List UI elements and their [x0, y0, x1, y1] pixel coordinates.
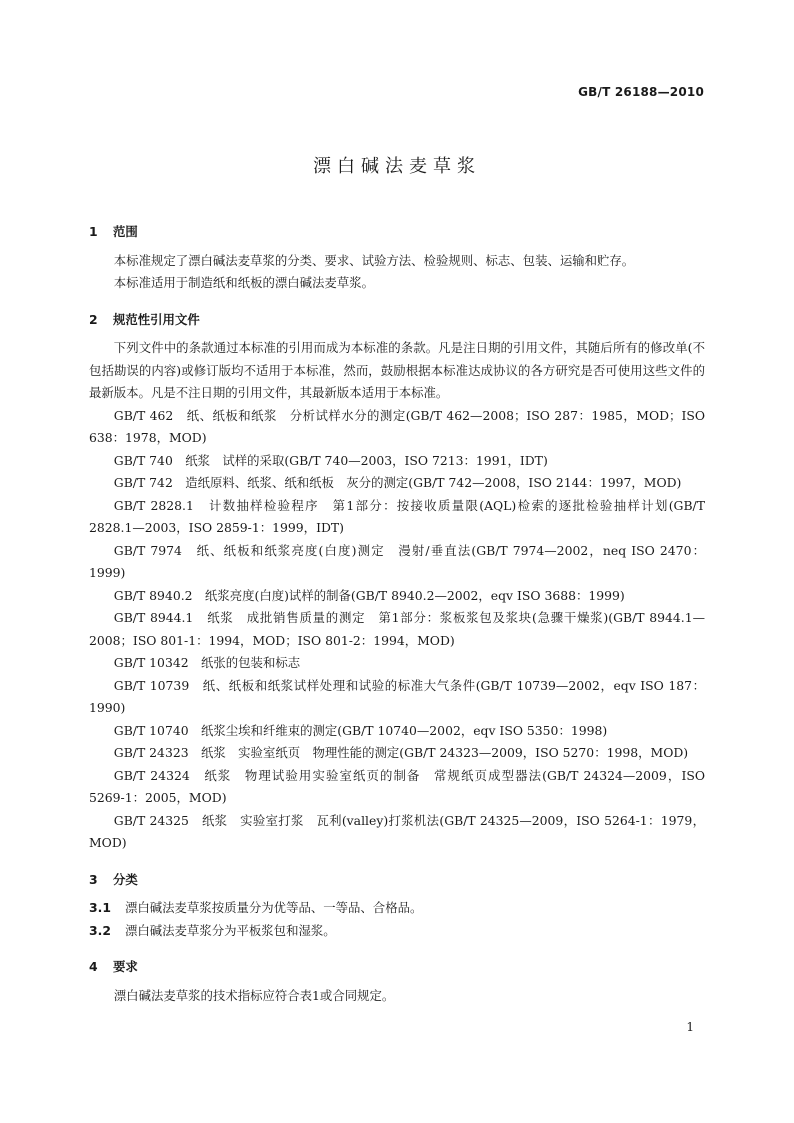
reference-item: GB/T 8940.2 纸浆亮度(白度)试样的制备(GB/T 8940.2—2002，eqv ISO 3688：1999)	[113, 587, 625, 603]
section-4-heading	[89, 956, 705, 979]
paragraph: 本标准适用于制造纸和纸板的漂白碱法麦草浆。	[113, 275, 374, 290]
section-number: 1	[89, 224, 98, 239]
reference-item: GB/T 10740 纸浆尘埃和纤维束的测定(GB/T 10740—2002，eqv ISO 5350：1998)	[113, 722, 608, 738]
paragraph: 漂白碱法麦草浆的技术指标应符合表1或合同规定。	[113, 987, 395, 1003]
paragraph: 本标准规定了漂白碱法麦草浆的分类、要求、试验方法、检验规则、标志、包装、运输和贮存。	[113, 252, 635, 268]
section-1-heading	[89, 221, 705, 244]
section-title: 要求	[113, 959, 138, 974]
section-title: 范围	[113, 224, 138, 239]
clause-text: 漂白碱法麦草浆按质量分为优等品、一等品、合格品。	[125, 900, 423, 915]
reference-item: GB/T 462 纸、纸板和纸浆 分析试样水分的测定(GB/T 462—2008；ISO 287：1985，MOD；ISO 638：1978，MOD)	[89, 407, 705, 445]
document-body	[89, 215, 705, 1007]
standard-number: GB/T 26188—2010	[578, 85, 704, 99]
section-title: 规范性引用文件	[113, 311, 200, 327]
reference-item: GB/T 24325 纸浆 实验室打浆 瓦利(valley)打浆机法(GB/T 24325—2009，ISO 5264-1：1979，MOD)	[89, 812, 705, 850]
reference-item: GB/T 8944.1 纸浆 成批销售质量的测定 第1部分：浆板浆包及浆块(急骤干燥浆)(GB/T 8944.1—2008；ISO 801-1：1994，MOD；ISO 801-2：1994，MOD)	[89, 610, 705, 648]
section-3-heading	[89, 869, 705, 892]
section-number: 4	[89, 959, 98, 974]
reference-item: GB/T 24323 纸浆 实验室纸页 物理性能的测定(GB/T 24323—2009，ISO 5270：1998，MOD)	[113, 745, 689, 760]
reference-item: GB/T 742 造纸原料、纸浆、纸和纸板 灰分的测定(GB/T 742—2008，ISO 2144：1997，MOD)	[113, 475, 682, 490]
section-2-heading	[89, 309, 705, 332]
reference-item: GB/T 10739 纸、纸板和纸浆试样处理和试验的标准大气条件(GB/T 10739—2002，eqv ISO 187：1990)	[89, 677, 705, 715]
reference-item: GB/T 24324 纸浆 物理试验用实验室纸页的制备 常规纸页成型器法(GB/T 24324—2009，ISO 5269-1：2005，MOD)	[89, 767, 705, 805]
reference-item: GB/T 740 纸浆 试样的采取(GB/T 740—2003，ISO 7213：1991，IDT)	[113, 452, 548, 468]
reference-item: GB/T 2828.1 计数抽样检验程序 第1部分：按接收质量限(AQL)检索的逐批检验抽样计划(GB/T 2828.1—2003，ISO 2859-1：1999，IDT)	[89, 497, 705, 535]
clause-item	[89, 897, 705, 920]
paragraph: 下列文件中的条款通过本标准的引用而成为本标准的条款。凡是注日期的引用文件，其随后所有的修改单(不包括勘误的内容)或修订版均不适用于本标准，然而，鼓励根据本标准达成协议的各方研究是否可使用这些文件的最新版本。凡是不注日期的引用文件，其最新版本适用于本标准。	[89, 340, 705, 400]
clause-item	[89, 920, 705, 943]
clause-text: 漂白碱法麦草浆分为平板浆包和湿浆。	[125, 922, 336, 938]
clause-number: 3.2	[89, 922, 111, 938]
section-number: 3	[89, 871, 98, 887]
section-title: 分类	[113, 871, 138, 887]
reference-item: GB/T 7974 纸、纸板和纸浆亮度(白度)测定 漫射/垂直法(GB/T 7974—2002，neq ISO 2470：1999)	[89, 542, 705, 580]
page-number: 1	[686, 1020, 694, 1034]
document-title: 漂白碱法麦草浆	[313, 156, 481, 177]
section-number: 2	[89, 311, 98, 327]
clause-number: 3.1	[89, 900, 111, 915]
reference-item: GB/T 10342 纸张的包装和标志	[113, 655, 301, 670]
